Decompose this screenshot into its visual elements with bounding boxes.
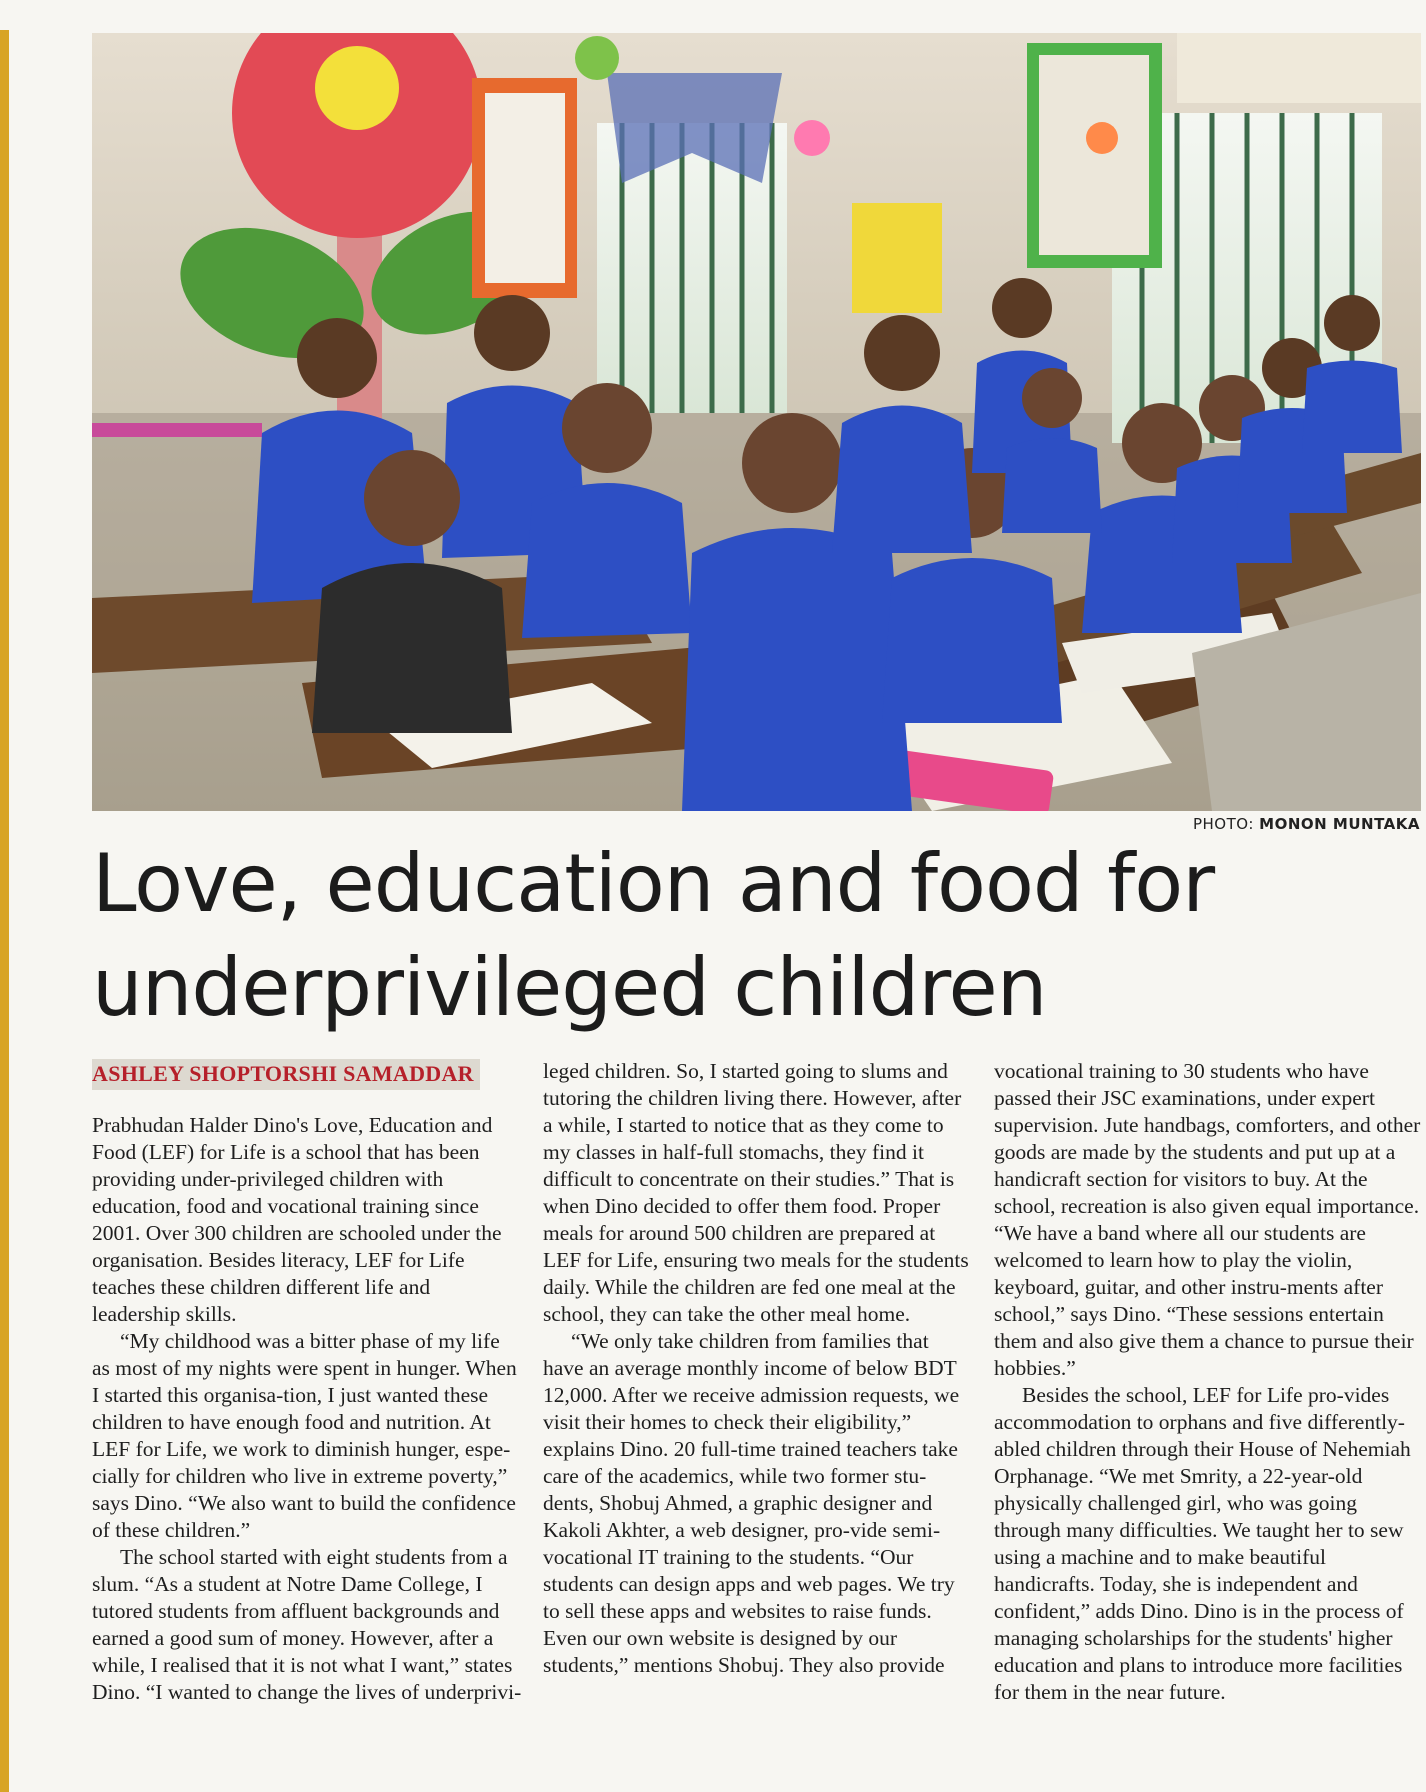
col3-paragraph-2: Besides the school, LEF for Life pro-vides accommodation to orphans and five differently-abled children through their House of Nehemiah Orphanage. “We met Smrity, a 22-year-old physically challenged girl, who was going through many difficulties. We taught her to sew using a machine and to make beautiful handicrafts. Today, she is independent and confident,” adds Dino. Dino is in the process of managing scholarships for the students' higher education and plans to introduce more facilities for them in the near future. xyxy=(994,1383,1411,1704)
headline-line-2: underprivileged children xyxy=(92,941,1047,1034)
left-accent-rule xyxy=(0,30,9,1792)
photo-credit-prefix: PHOTO: xyxy=(1192,815,1254,833)
classroom-photo-illustration xyxy=(92,33,1421,811)
col2-paragraph-1: leged children. So, I started going to slums and tutoring the children living there. However, after a while, I started to notice that as they come to my classes in half-full stomachs, they find it difficult to concentrate on their studies.” That is when Dino decided to offer them food. Proper meals for around 500 children are prepared at LEF for Life, ensuring two meals for the students daily. While the children are fed one meal at the school, they can take the other meal home. xyxy=(543,1059,969,1326)
article-headline xyxy=(92,832,1392,1040)
col1-paragraph-1: Prabhudan Halder Dino's Love, Education and Food (LEF) for Life is a school that has been providing under-privileged children with education, food and vocational training since 2001. Over 300 children are schooled under the organisation. Besides literacy, LEF for Life teaches these children different life and leadership skills. xyxy=(92,1113,502,1326)
article-column-2 xyxy=(543,1058,973,1679)
author-byline: ASHLEY SHOPTORSHI SAMADDAR xyxy=(92,1059,480,1090)
col1-paragraph-3: The school started with eight students from a slum. “As a student at Notre Dame College, I tutored students from affluent backgrounds and earned a good sum of money. However, after a while, I realised that it is not what I want,” states Dino. “I wanted to change the lives of underprivi- xyxy=(92,1545,522,1704)
photo-credit-name: MONON MUNTAKA xyxy=(1259,815,1420,833)
col3-paragraph-1: vocational training to 30 students who have passed their JSC examinations, under expert supervision. Jute handbags, comforters, and other goods are made by the students and put up at a handicraft section for visitors to buy. At the school, recreation is also given equal importance. “We have a band where all our students are welcomed to learn how to play the violin, keyboard, guitar, and other instru-ments after school,” says Dino. “These sessions entertain them and also give them a chance to pursue their hobbies.” xyxy=(994,1059,1421,1380)
photo-credit xyxy=(1193,815,1420,833)
article-column-1 xyxy=(92,1112,522,1706)
col1-paragraph-2: “My childhood was a bitter phase of my life as most of my nights were spent in hunger. When I started this organisa-tion, I just wanted these children to have enough food and nutrition. At LEF for Life, we work to diminish hunger, espe-cially for children who live in extreme poverty,” says Dino. “We also want to build the confidence of these children.” xyxy=(92,1329,517,1542)
col2-paragraph-2: “We only take children from families that have an average monthly income of below BDT 12,000. After we receive admission requests, we visit their homes to check their eligibility,” explains Dino. 20 full-time trained teachers take care of the academics, while two former stu-dents, Shobuj Ahmed, a graphic designer and Kakoli Akhter, a web designer, pro-vide semi-vocational IT training to the students. “Our students can design apps and web pages. We try to sell these apps and websites to raise funds. Even our own website is designed by our students,” mentions Shobuj. They also provide xyxy=(543,1329,960,1677)
headline-line-1: Love, education and food for xyxy=(92,837,1215,930)
classroom-photo xyxy=(92,33,1421,811)
article-column-3 xyxy=(994,1058,1424,1706)
